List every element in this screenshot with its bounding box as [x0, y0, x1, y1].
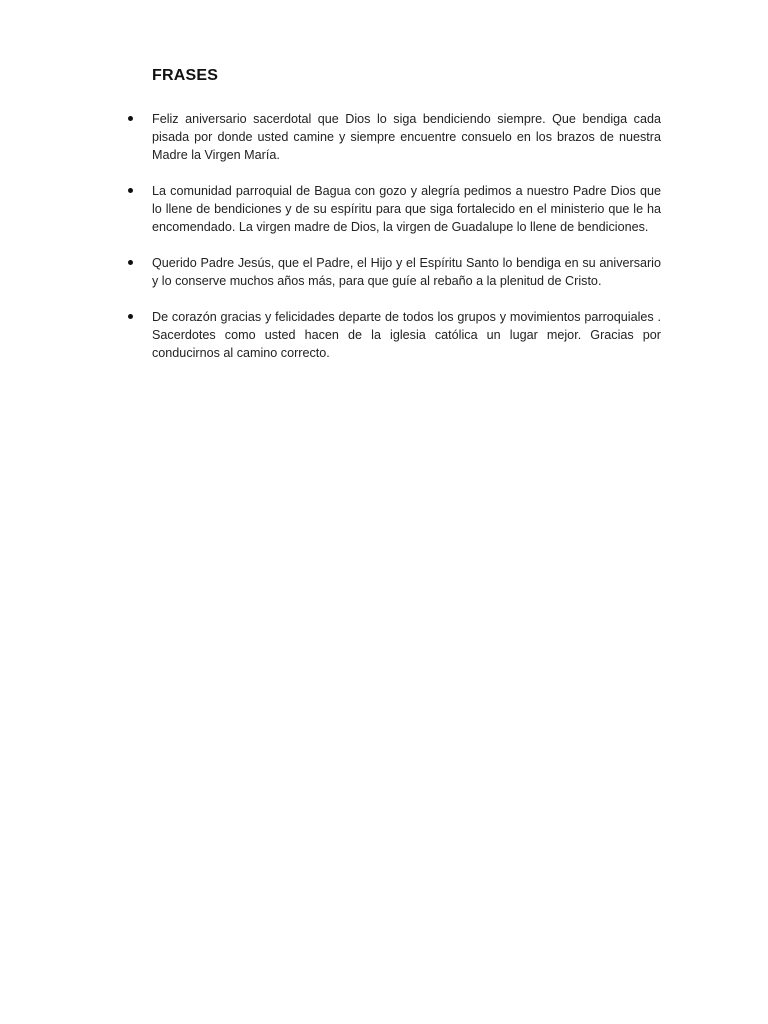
bullet-icon: [128, 188, 133, 193]
bullet-icon: [128, 116, 133, 121]
list-item: [0, 254, 768, 290]
phrase-text: La comunidad parroquial de Bagua con gozo y alegría pedimos a nuestro Padre Dios que lo llene de bendiciones y de su espíritu para que siga fortalecido en el ministerio que le ha encomendado. La virgen madre de Dios, la virgen de Guadalupe lo llene de bendiciones.: [152, 184, 661, 234]
bullet-icon: [128, 314, 133, 319]
bullet-icon: [128, 260, 133, 265]
phrase-text: Querido Padre Jesús, que el Padre, el Hijo y el Espíritu Santo lo bendiga en su aniversario y lo conserve muchos años más, para que guíe al rebaño a la plenitud de Cristo.: [152, 256, 661, 288]
list-item: [0, 182, 768, 236]
list-item: [0, 308, 768, 362]
list-item: [0, 110, 768, 164]
phrase-text: De corazón gracias y felicidades departe de todos los grupos y movimientos parroquiales . Sacerdotes como usted hacen de la iglesia católica un lugar mejor. Gracias por conducirnos al camino correcto.: [152, 310, 661, 360]
document-title: FRASES: [152, 67, 219, 84]
phrase-text: Feliz aniversario sacerdotal que Dios lo siga bendiciendo siempre. Que bendiga cada pisada por donde usted camine y siempre encuentre consuelo en los brazos de nuestra Madre la Virgen María.: [152, 112, 661, 162]
phrase-list: [0, 110, 768, 380]
